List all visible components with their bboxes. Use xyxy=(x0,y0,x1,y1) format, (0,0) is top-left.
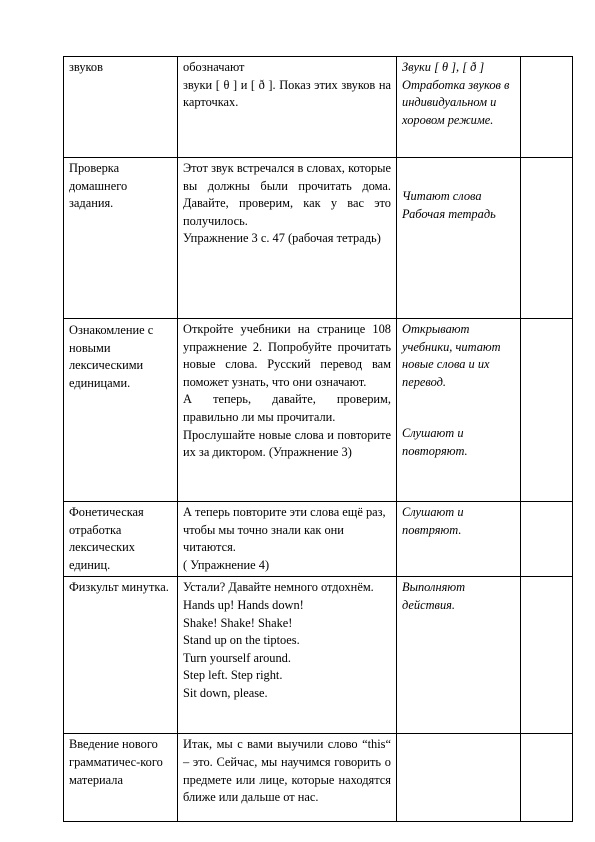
teacher-text: Этот звук встречался в словах, которые вы должны были прочитать дома. Давайте, проверим, как у вас это получилось. xyxy=(183,161,391,228)
teacher-text: обозначают xyxy=(183,60,245,74)
table-row xyxy=(64,57,573,158)
notes-cell xyxy=(521,319,573,502)
student-activity-cell xyxy=(397,319,521,502)
notes-cell xyxy=(521,502,573,577)
notes-cell xyxy=(521,734,573,822)
student-text: Открывают учебники, читают новые слова и их перевод. xyxy=(402,322,501,389)
table-row xyxy=(64,158,573,319)
teacher-text: А теперь повторите эти слова ещё раз, чтобы мы точно знали как они читаются. xyxy=(183,505,386,555)
teacher-text: Устали? Давайте немного отдохнём. xyxy=(183,580,374,595)
student-activity-cell xyxy=(397,502,521,577)
teacher-text: Упражнение 3 с. 47 (рабочая тетрадь) xyxy=(183,231,381,246)
student-text: Слушают и повтряют. xyxy=(402,505,464,537)
notes-cell xyxy=(521,158,573,319)
notes-cell xyxy=(521,577,573,734)
stage-cell: Фонетическая отработка лексических единиц. xyxy=(64,502,178,577)
student-activity-cell xyxy=(397,577,521,734)
teacher-text: Hands up! Hands down! xyxy=(183,597,304,612)
teacher-text: звуки [ θ ] и [ ð ]. Показ этих звуков на карточках. xyxy=(183,77,391,110)
stage-cell: Введение нового грамматичес-кого материала xyxy=(64,734,178,822)
teacher-text: Step left. Step right. xyxy=(183,668,283,683)
table-row xyxy=(64,319,573,502)
teacher-activity-cell xyxy=(178,158,397,319)
table-row xyxy=(64,502,573,577)
stage-cell: Ознакомление с новыми лексическими единицами. xyxy=(64,319,178,502)
student-text: Выполняют действия. xyxy=(402,580,466,612)
teacher-text: Shake! Shake! Shake! xyxy=(183,615,293,630)
student-activity-cell xyxy=(397,734,521,822)
teacher-text: Stand up on the tiptoes. xyxy=(183,633,300,648)
stage-cell: Проверка домашнего задания. xyxy=(64,158,178,319)
teacher-text: Sit down, please. xyxy=(183,685,268,700)
student-text: Рабочая тетрадь xyxy=(402,206,496,221)
teacher-activity-cell xyxy=(178,319,397,502)
student-text: Звуки [ θ ], [ ð ] xyxy=(402,60,485,74)
stage-cell: Физкульт минутка. xyxy=(64,577,178,734)
lesson-plan-table xyxy=(63,56,573,822)
student-text: Отработка звуков в индивидуальном и хоровом режиме. xyxy=(402,77,510,127)
teacher-activity-cell xyxy=(178,734,397,822)
notes-cell xyxy=(521,57,573,158)
teacher-text: Turn yourself around. xyxy=(183,650,291,665)
teacher-text: Откройте учебники на странице 108 упражнение 2. Попробуйте прочитать новые слова. Русский перевод вам поможет узнать, что они означают. xyxy=(183,322,391,389)
teacher-activity-cell xyxy=(178,577,397,734)
teacher-text: Итак, мы с вами выучили слово “this“ – это. Сейчас, мы научимся говорить о предмете или лице, которые находятся ближе или дальше от нас. xyxy=(183,737,391,805)
stage-cell: звуков xyxy=(64,57,178,158)
student-text: Читают слова xyxy=(402,189,482,203)
teacher-text: ( Упражнение 4) xyxy=(183,557,270,572)
teacher-activity-cell xyxy=(178,502,397,577)
teacher-text: А теперь, давайте, проверим, правильно ли мы прочитали. xyxy=(183,392,391,424)
table-row xyxy=(64,577,573,734)
teacher-activity-cell xyxy=(178,57,397,158)
student-text: Слушают и повторяют. xyxy=(402,426,468,458)
teacher-text: Прослушайте новые слова и повторите их за диктором. (Упражнение 3) xyxy=(183,427,391,460)
student-activity-cell xyxy=(397,57,521,158)
table-row xyxy=(64,734,573,822)
student-activity-cell xyxy=(397,158,521,319)
